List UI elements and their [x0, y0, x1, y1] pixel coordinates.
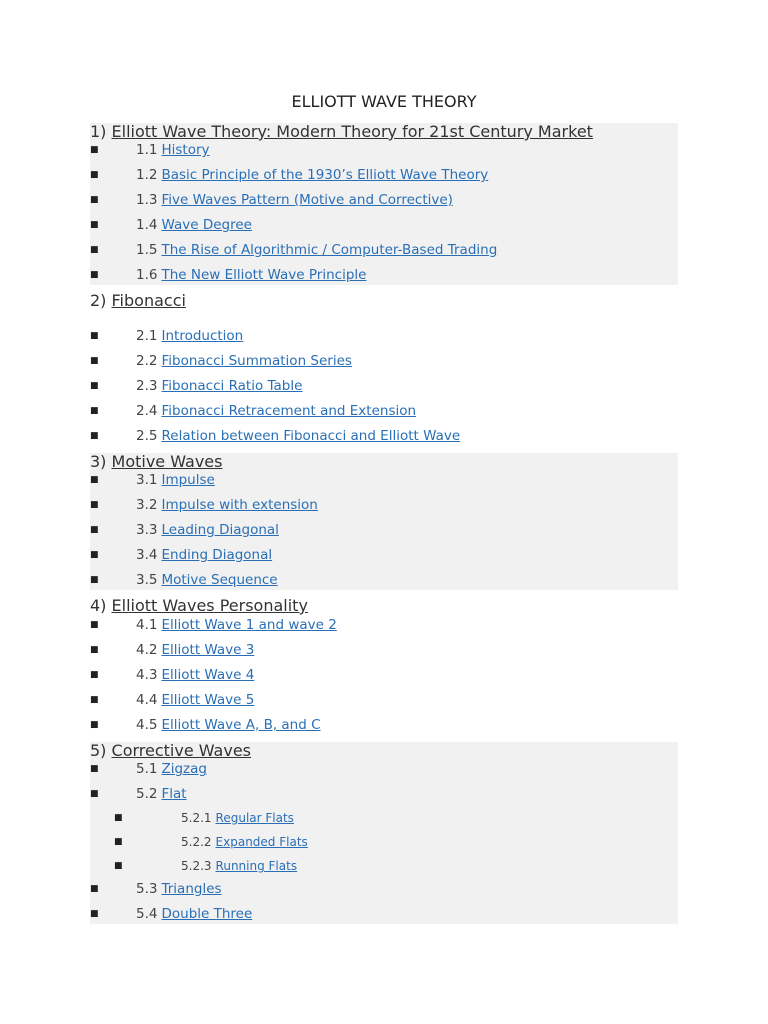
- item-number: 2.2: [136, 353, 158, 369]
- bullet-icon: ■: [90, 170, 99, 180]
- bullet-icon: ■: [114, 813, 123, 823]
- item-number: 4.1: [136, 617, 158, 633]
- toc-link[interactable]: Motive Sequence: [161, 572, 278, 588]
- bullet-icon: ■: [114, 837, 123, 847]
- bullet-icon: ■: [90, 406, 99, 416]
- list-item: [90, 691, 678, 709]
- item-number: 5.3: [136, 881, 158, 897]
- item-number: 3.1: [136, 472, 158, 488]
- toc-link[interactable]: Fibonacci Summation Series: [161, 353, 352, 369]
- list-item: [90, 191, 678, 209]
- list-item: [90, 641, 678, 659]
- section-heading: [90, 742, 251, 760]
- section-4: [90, 597, 678, 734]
- list-item: [90, 716, 678, 734]
- bullet-icon: ■: [90, 884, 99, 894]
- section-link[interactable]: Motive Waves: [111, 452, 223, 471]
- list-item: [90, 809, 678, 827]
- item-number: 3.5: [136, 572, 158, 588]
- section-number: 3): [90, 452, 107, 471]
- toc-link[interactable]: Wave Degree: [161, 217, 252, 233]
- toc-link[interactable]: Impulse with extension: [161, 497, 318, 513]
- list-item: [90, 471, 678, 489]
- list-item: [90, 427, 678, 445]
- section-link[interactable]: Fibonacci: [111, 291, 186, 310]
- item-number: 5.2.2: [181, 835, 212, 849]
- list-item: [90, 857, 678, 875]
- section-number: 5): [90, 741, 107, 760]
- list-item: [90, 352, 678, 370]
- list-item: [90, 141, 678, 159]
- bullet-icon: ■: [90, 195, 99, 205]
- toc-link[interactable]: Elliott Wave 4: [161, 667, 255, 683]
- list-item: [90, 402, 678, 420]
- bullet-icon: ■: [90, 245, 99, 255]
- bullet-icon: ■: [90, 431, 99, 441]
- item-number: 2.4: [136, 403, 158, 419]
- toc-link[interactable]: Double Three: [161, 906, 253, 922]
- list-item: [90, 905, 678, 923]
- bullet-icon: ■: [90, 475, 99, 485]
- item-number: 4.4: [136, 692, 158, 708]
- item-number: 1.1: [136, 142, 158, 158]
- list-item: [90, 546, 678, 564]
- toc-link[interactable]: Elliott Wave 3: [161, 642, 255, 658]
- section-link[interactable]: Corrective Waves: [111, 741, 252, 760]
- list-item: [90, 266, 678, 284]
- list-item: [90, 616, 678, 634]
- toc-link[interactable]: Elliott Wave 5: [161, 692, 255, 708]
- item-number: 1.6: [136, 267, 158, 283]
- toc-link[interactable]: Zigzag: [161, 761, 207, 777]
- list-item: [90, 666, 678, 684]
- list-item: [90, 880, 678, 898]
- toc-link[interactable]: Running Flats: [215, 859, 298, 873]
- section-heading: [90, 597, 308, 615]
- bullet-icon: ■: [90, 500, 99, 510]
- bullet-icon: ■: [90, 550, 99, 560]
- toc-link[interactable]: Elliott Wave A, B, and C: [161, 717, 321, 733]
- section-number: 1): [90, 122, 107, 141]
- toc-link[interactable]: Fibonacci Retracement and Extension: [161, 403, 417, 419]
- list-item: [90, 571, 678, 589]
- list-item: [90, 521, 678, 539]
- item-number: 2.3: [136, 378, 158, 394]
- bullet-icon: ■: [90, 381, 99, 391]
- section-2: [90, 292, 678, 450]
- toc-link[interactable]: The Rise of Algorithmic / Computer-Based Trading: [161, 242, 498, 258]
- list-item: [90, 496, 678, 514]
- section-heading: [90, 123, 593, 141]
- toc-link[interactable]: Five Waves Pattern (Motive and Corrective): [161, 192, 453, 208]
- item-number: 2.5: [136, 428, 158, 444]
- item-number: 5.2.3: [181, 859, 212, 873]
- section-5: [90, 742, 678, 924]
- bullet-icon: ■: [90, 525, 99, 535]
- item-number: 3.2: [136, 497, 158, 513]
- item-number: 4.5: [136, 717, 158, 733]
- item-number: 3.4: [136, 547, 158, 563]
- bullet-icon: ■: [90, 575, 99, 585]
- toc-link[interactable]: Basic Principle of the 1930’s Elliott Wave Theory: [161, 167, 489, 183]
- bullet-icon: ■: [90, 620, 99, 630]
- item-number: 1.4: [136, 217, 158, 233]
- list-item: [90, 166, 678, 184]
- page-title: ELLIOTT WAVE THEORY: [291, 92, 477, 111]
- list-item: [90, 785, 678, 803]
- item-number: 1.2: [136, 167, 158, 183]
- item-number: 5.4: [136, 906, 158, 922]
- section-1: [90, 123, 678, 285]
- toc-link[interactable]: Leading Diagonal: [161, 522, 279, 538]
- section-link[interactable]: Elliott Wave Theory: Modern Theory for 21st Century Market: [111, 122, 593, 141]
- bullet-icon: ■: [90, 645, 99, 655]
- toc-link[interactable]: Impulse: [161, 472, 215, 488]
- toc-link[interactable]: Introduction: [161, 328, 244, 344]
- item-number: 1.5: [136, 242, 158, 258]
- list-item: [90, 327, 678, 345]
- section-heading: [90, 292, 186, 310]
- section-heading: [90, 453, 222, 471]
- item-number: 4.3: [136, 667, 158, 683]
- bullet-icon: ■: [90, 270, 99, 280]
- bullet-icon: ■: [90, 695, 99, 705]
- bullet-icon: ■: [90, 356, 99, 366]
- toc-link[interactable]: Triangles: [161, 881, 222, 897]
- list-item: [90, 377, 678, 395]
- list-item: [90, 216, 678, 234]
- toc-link[interactable]: Expanded Flats: [215, 835, 308, 849]
- list-item: [90, 241, 678, 259]
- item-number: 4.2: [136, 642, 158, 658]
- item-number: 5.1: [136, 761, 158, 777]
- bullet-icon: ■: [90, 909, 99, 919]
- item-number: 2.1: [136, 328, 158, 344]
- bullet-icon: ■: [90, 220, 99, 230]
- item-number: 5.2: [136, 786, 158, 802]
- section-link[interactable]: Elliott Waves Personality: [111, 596, 308, 615]
- toc-link[interactable]: Elliott Wave 1 and wave 2: [161, 617, 337, 633]
- toc-link[interactable]: Flat: [161, 786, 187, 802]
- list-item: [90, 833, 678, 851]
- section-number: 2): [90, 291, 107, 310]
- toc-link[interactable]: The New Elliott Wave Principle: [161, 267, 367, 283]
- item-number: 5.2.1: [181, 811, 212, 825]
- section-number: 4): [90, 596, 107, 615]
- toc-link[interactable]: Ending Diagonal: [161, 547, 273, 563]
- item-number: 1.3: [136, 192, 158, 208]
- bullet-icon: ■: [114, 861, 123, 871]
- bullet-icon: ■: [90, 331, 99, 341]
- bullet-icon: ■: [90, 670, 99, 680]
- toc-link[interactable]: Regular Flats: [215, 811, 294, 825]
- item-number: 3.3: [136, 522, 158, 538]
- bullet-icon: ■: [90, 145, 99, 155]
- toc-link[interactable]: Fibonacci Ratio Table: [161, 378, 303, 394]
- bullet-icon: ■: [90, 789, 99, 799]
- toc-link[interactable]: History: [161, 142, 210, 158]
- bullet-icon: ■: [90, 764, 99, 774]
- section-3: [90, 453, 678, 590]
- bullet-icon: ■: [90, 720, 99, 730]
- list-item: [90, 760, 678, 778]
- toc-link[interactable]: Relation between Fibonacci and Elliott Wave: [161, 428, 461, 444]
